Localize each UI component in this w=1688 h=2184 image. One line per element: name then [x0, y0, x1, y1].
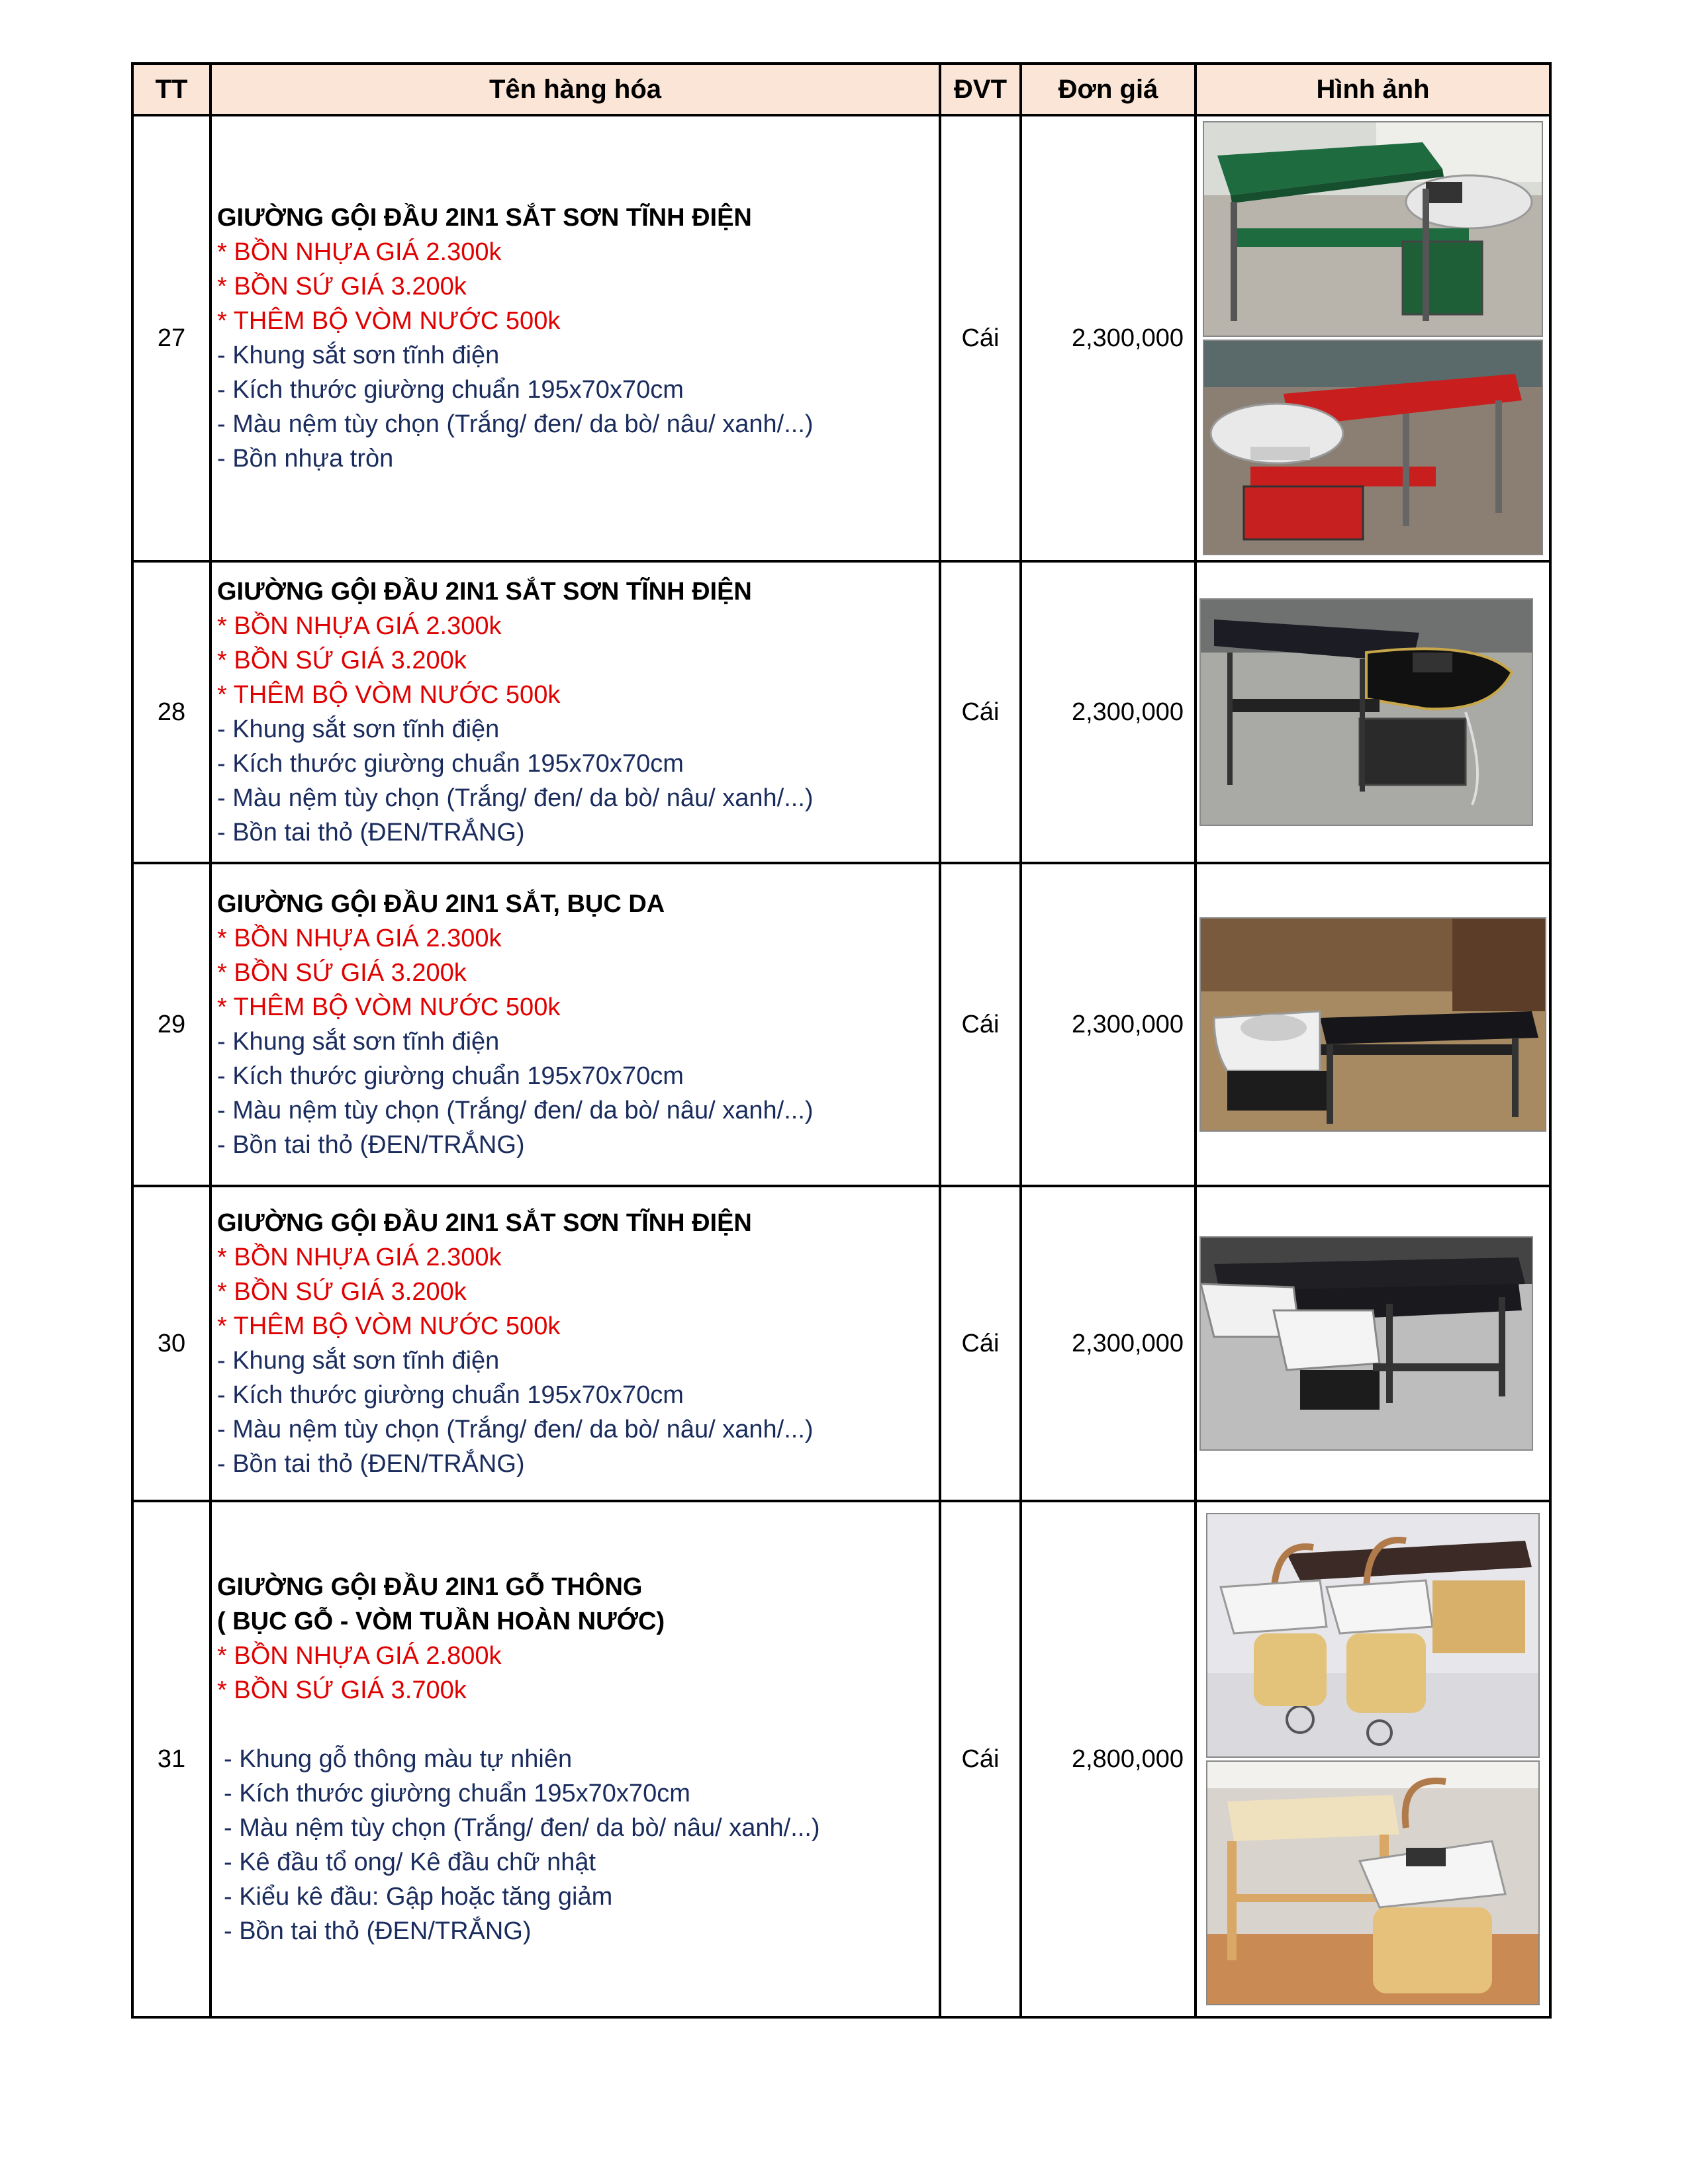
spec-line: - Kê đầu tổ ong/ Kê đầu chữ nhật: [224, 1848, 596, 1876]
image-cell: [1196, 1501, 1550, 2017]
header-tt: TT: [132, 64, 211, 115]
spec-line: - Bồn tai thỏ (ĐEN/TRẮNG): [217, 1450, 525, 1478]
spec-line: - Bồn tai thỏ (ĐEN/TRẮNG): [224, 1917, 532, 1945]
header-row: [132, 64, 1550, 115]
table-row: [132, 115, 1550, 561]
product-title: GIƯỜNG GỘI ĐẦU 2IN1 SẮT SƠN TĨNH ĐIỆN: [217, 1209, 752, 1237]
header-price: Đơn giá: [1021, 64, 1196, 115]
row-number: 31: [132, 1501, 211, 2017]
black-bed-photo: [1199, 598, 1533, 826]
price-option: * BỒN SỨ GIÁ 3.700k: [217, 1676, 467, 1704]
price-cell: 2,800,000: [1021, 1501, 1196, 2017]
price-option: * BỒN NHỰA GIÁ 2.300k: [217, 612, 502, 640]
header-name: Tên hàng hóa: [211, 64, 940, 115]
unit-cell: Cái: [940, 1501, 1021, 2017]
spec-line: - Kích thước giường chuẩn 195x70x70cm: [217, 1381, 684, 1409]
two-beds-photo: [1199, 1236, 1533, 1451]
price-option: * THÊM BỘ VÒM NƯỚC 500k: [217, 307, 561, 335]
price-option: * BỒN NHỰA GIÁ 2.300k: [217, 238, 502, 266]
product-description: [211, 1186, 940, 1501]
product-subtitle: ( BỤC GỖ - VÒM TUẦN HOÀN NƯỚC): [217, 1608, 665, 1635]
unit-cell: Cái: [940, 115, 1021, 561]
spec-line: - Màu nệm tùy chọn (Trắng/ đen/ da bò/ nâu/ xanh/...): [217, 1416, 814, 1443]
green-bed-photo: [1203, 121, 1543, 337]
spec-line: - Bồn tai thỏ (ĐEN/TRẮNG): [217, 819, 525, 846]
price-option: * THÊM BỘ VÒM NƯỚC 500k: [217, 681, 561, 709]
product-title: GIƯỜNG GỘI ĐẦU 2IN1 SẮT, BỤC DA: [217, 890, 665, 918]
price-option: * BỒN SỨ GIÁ 3.200k: [217, 959, 467, 987]
spacer: [217, 1707, 939, 1742]
image-cell: [1196, 1186, 1550, 1501]
unit-cell: Cái: [940, 863, 1021, 1186]
product-title: GIƯỜNG GỘI ĐẦU 2IN1 GỖ THÔNG: [217, 1573, 643, 1601]
wood-bed-cream-photo: [1206, 1760, 1540, 2005]
price-option: * BỒN SỨ GIÁ 3.200k: [217, 273, 467, 300]
spec-line: - Kiểu kê đầu: Gập hoặc tăng giảm: [224, 1883, 613, 1911]
product-description: [211, 863, 940, 1186]
spec-line: - Kích thước giường chuẩn 195x70x70cm: [224, 1780, 690, 1807]
table-row: [132, 1186, 1550, 1501]
price-option: * THÊM BỘ VÒM NƯỚC 500k: [217, 993, 561, 1021]
price-cell: 2,300,000: [1021, 863, 1196, 1186]
price-option: * BỒN SỨ GIÁ 3.200k: [217, 1278, 467, 1306]
product-description: [211, 561, 940, 863]
spec-line: - Màu nệm tùy chọn (Trắng/ đen/ da bò/ nâu/ xanh/...): [217, 410, 814, 438]
spec-line: - Khung gỗ thông màu tự nhiên: [224, 1745, 573, 1773]
red-bed-photo: [1203, 340, 1543, 555]
product-title: GIƯỜNG GỘI ĐẦU 2IN1 SẮT SƠN TĨNH ĐIỆN: [217, 204, 752, 232]
price-option: * THÊM BỘ VÒM NƯỚC 500k: [217, 1312, 561, 1340]
table-row: [132, 863, 1550, 1186]
price-cell: 2,300,000: [1021, 561, 1196, 863]
black-leather-bed-photo: [1199, 917, 1546, 1132]
unit-cell: Cái: [940, 1186, 1021, 1501]
image-cell: [1196, 115, 1550, 561]
spec-line: - Màu nệm tùy chọn (Trắng/ đen/ da bò/ nâu/ xanh/...): [217, 1097, 814, 1124]
product-title: GIƯỜNG GỘI ĐẦU 2IN1 SẮT SƠN TĨNH ĐIỆN: [217, 578, 752, 606]
row-number: 29: [132, 863, 211, 1186]
spec-line: - Khung sắt sơn tĩnh điện: [217, 341, 500, 369]
row-number: 27: [132, 115, 211, 561]
price-option: * BỒN SỨ GIÁ 3.200k: [217, 647, 467, 674]
spec-line: - Bồn tai thỏ (ĐEN/TRẮNG): [217, 1131, 525, 1159]
image-cell: [1196, 863, 1550, 1186]
price-option: * BỒN NHỰA GIÁ 2.800k: [217, 1642, 502, 1670]
table-row: [132, 561, 1550, 863]
product-description: [211, 115, 940, 561]
price-cell: 2,300,000: [1021, 115, 1196, 561]
image-cell: [1196, 561, 1550, 863]
unit-cell: Cái: [940, 561, 1021, 863]
price-table: [131, 62, 1552, 2019]
spec-line: - Khung sắt sơn tĩnh điện: [217, 1028, 500, 1056]
spec-line: - Kích thước giường chuẩn 195x70x70cm: [217, 750, 684, 778]
spec-line: - Bồn nhựa tròn: [217, 445, 394, 473]
header-image: Hình ảnh: [1196, 64, 1550, 115]
row-number: 28: [132, 561, 211, 863]
spec-line: - Màu nệm tùy chọn (Trắng/ đen/ da bò/ nâu/ xanh/...): [217, 784, 814, 812]
spec-line: - Khung sắt sơn tĩnh điện: [217, 1347, 500, 1375]
price-option: * BỒN NHỰA GIÁ 2.300k: [217, 925, 502, 952]
table-row: [132, 1501, 1550, 2017]
header-unit: ĐVT: [940, 64, 1021, 115]
row-number: 30: [132, 1186, 211, 1501]
price-cell: 2,300,000: [1021, 1186, 1196, 1501]
price-option: * BỒN NHỰA GIÁ 2.300k: [217, 1244, 502, 1271]
spec-line: - Màu nệm tùy chọn (Trắng/ đen/ da bò/ nâu/ xanh/...): [224, 1814, 820, 1842]
product-description: [211, 1501, 940, 2017]
wood-beds-photo: [1206, 1513, 1540, 1758]
spec-line: - Khung sắt sơn tĩnh điện: [217, 715, 500, 743]
spec-line: - Kích thước giường chuẩn 195x70x70cm: [217, 1062, 684, 1090]
spec-line: - Kích thước giường chuẩn 195x70x70cm: [217, 376, 684, 404]
